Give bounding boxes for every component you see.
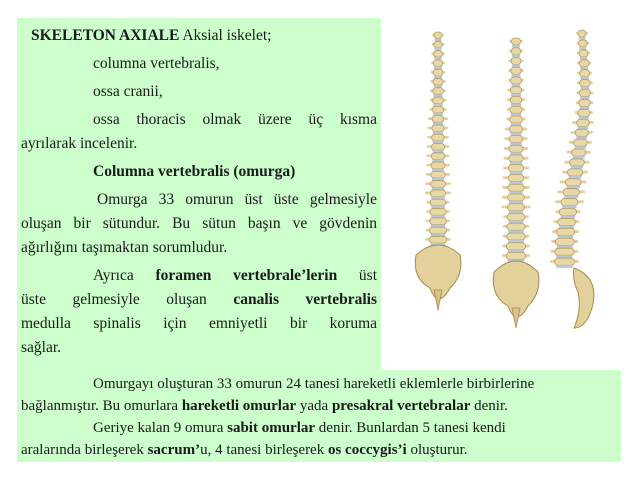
intervertebral-disc [511,94,521,97]
vertebra [509,155,524,162]
intervertebral-disc [434,67,442,69]
vertebra [510,106,522,113]
vertebra [558,218,576,225]
paragraph-text: üste gelmesiyle oluşan [21,291,234,308]
term-bold: canalis vertebralis [233,291,377,308]
intervertebral-disc [432,159,443,161]
vertebra [431,144,444,151]
paragraph-line: sağlar. [21,339,62,356]
vertebra [565,179,581,186]
vertebra [567,169,582,176]
intervertebral-disc [431,225,445,227]
vertebra [431,162,445,169]
vertebra [434,51,443,58]
paragraph-text: bağlanmıştır. Bu omurlara [21,398,182,414]
spine-illustration [386,10,638,365]
intervertebral-disc [432,187,445,189]
paragraph-text: oluşturur. [406,442,468,458]
vertebra [510,87,521,94]
intervertebral-disc [512,74,521,77]
vertebra [579,60,589,67]
vertebra [508,165,523,172]
vertebra [573,139,587,146]
intervertebral-disc [432,150,443,152]
paragraph-line: medulla spinalis için emniyetli bir koruma [21,315,377,332]
intervertebral-disc [508,250,524,253]
vertebra [431,181,446,188]
vertebra [509,126,522,133]
vertebra [580,80,591,87]
intervertebral-disc [433,113,443,115]
intervertebral-disc [510,143,522,146]
paragraph-line: ağırlığını taşımaktan sorumludur. [21,239,228,256]
paragraph-line [21,417,617,439]
title-line [21,24,377,48]
vertebra [429,227,446,234]
list-item: ossa cranii, [93,83,163,100]
paragraph-text: aralarında birleşerek [21,442,148,458]
spine-anterior-view [493,38,539,328]
vertebra [511,58,521,65]
intervertebral-disc [564,196,578,199]
spine-posterior-view [415,32,461,310]
intervertebral-disc [510,172,523,175]
paragraph-text: Omurga 33 omurun üst üste gelmesiyle [97,191,377,208]
intervertebral-disc [509,221,524,224]
vertebra [507,204,524,211]
vertebra [511,77,522,84]
vertebra [570,159,585,166]
vertebra [572,149,586,156]
vertebra [578,30,586,37]
text-box-bottom [17,370,621,462]
vertebra [512,38,521,45]
vertebra [508,194,525,201]
intervertebral-disc [576,136,587,139]
intervertebral-disc [431,215,445,217]
intervertebral-disc [510,162,522,165]
text-box-top [17,18,381,374]
intervertebral-disc [556,255,572,258]
intervertebral-disc [510,152,522,155]
spine-svg [386,10,638,365]
vertebra [555,248,574,255]
intervertebral-disc [580,77,588,80]
intervertebral-disc [511,104,521,107]
vertebra [511,67,521,74]
intervertebral-disc [434,76,442,78]
term-bold: hareketli omurlar [181,398,297,414]
intervertebral-disc [578,126,589,129]
paragraph-text: u, 4 tanesi birleşerek [200,442,328,458]
paragraph-line [21,373,617,395]
vertebra [431,153,445,160]
vertebra [555,238,574,245]
intervertebral-disc [511,123,522,126]
intervertebral-disc [557,245,573,248]
intervertebral-disc [433,132,443,134]
vertebra [579,40,588,47]
vertebra [561,199,578,206]
vertebra [433,69,443,76]
intervertebral-disc [561,216,576,219]
vertebra [430,218,447,225]
paragraph-line [21,188,377,212]
vertebra [559,209,576,216]
intervertebral-disc [556,265,573,268]
intervertebral-disc [569,176,582,179]
vertebra [578,109,590,116]
paragraph-text: Omurgayı oluşturan 33 omurun 24 tanesi hareketli eklemlerle birbirlerine [93,376,535,392]
term-bold: presakral vertebralar [331,398,471,414]
paragraph-text: denir. Bunlardan 5 tanesi kendi [315,420,506,436]
title-bold: SKELETON AXIALE [31,27,180,44]
intervertebral-disc [509,182,522,185]
vertebra [429,236,447,243]
vertebra [579,99,591,106]
paragraph-text: denir. [470,398,508,414]
intervertebral-disc [575,146,587,149]
vertebra [430,199,446,206]
vertebra [507,223,525,230]
section-heading [21,160,377,184]
vertebra [508,175,524,182]
vertebra [506,253,526,260]
vertebra [433,88,444,95]
vertebra [509,136,523,143]
list-item: columna vertebralis, [93,55,220,72]
intervertebral-disc [580,107,590,110]
intervertebral-disc [579,116,589,119]
intervertebral-disc [580,87,589,90]
vertebra [434,41,442,48]
vertebra [575,129,588,136]
vertebra [556,228,574,235]
vertebra [430,190,445,197]
intervertebral-disc [432,178,444,180]
paragraph-text: yada [296,398,332,414]
vertebra [506,243,525,250]
intervertebral-disc [433,141,444,143]
vertebra [432,134,445,141]
term-bold: os coccygis’i [327,442,407,458]
intervertebral-disc [510,133,521,136]
intervertebral-disc [435,39,442,41]
paragraph-line [21,288,377,312]
vertebra [510,116,523,123]
vertebra [563,189,579,196]
intervertebral-disc [511,84,520,87]
vertebra [430,209,446,216]
term-bold: sacrum’ [147,442,201,458]
intervertebral-disc [579,47,586,50]
intervertebral-disc [432,197,445,199]
vertebra [580,70,590,77]
vertebra [511,48,520,55]
vertebra [510,97,522,104]
intervertebral-disc [571,166,583,169]
intervertebral-disc [512,55,520,58]
vertebra [508,184,524,191]
intervertebral-disc [433,122,443,124]
paragraph-line [21,395,617,417]
intervertebral-disc [580,67,588,70]
intervertebral-disc [434,48,441,50]
paragraph-line [21,264,377,288]
vertebra [432,116,444,123]
intervertebral-disc [509,191,523,194]
spine-lateral-view [550,30,594,328]
intervertebral-disc [434,85,443,87]
paragraph-text: üst [337,267,377,284]
intervertebral-disc [434,57,441,59]
intervertebral-disc [512,45,520,48]
intervertebral-disc [512,65,520,68]
intervertebral-disc [573,156,585,159]
intervertebral-disc [508,230,523,233]
vertebra [579,50,588,57]
vertebra [431,171,446,178]
intervertebral-disc [509,211,523,214]
vertebra [434,32,442,39]
intervertebral-disc [579,37,586,40]
intervertebral-disc [431,206,444,208]
vertebra [579,90,590,97]
vertebra [432,125,444,132]
intervertebral-disc [509,201,523,204]
intervertebral-disc [508,240,524,243]
intervertebral-disc [562,206,576,209]
intervertebral-disc [511,113,521,116]
intervertebral-disc [434,94,443,96]
list-item: ossa thoracis olmak üzere üç kısma [93,111,377,128]
list-item-continued: ayrılarak incelenir. [21,135,138,152]
vertebra [432,106,443,113]
section-heading-text: Columna vertebralis (omurga) [93,163,296,180]
title-rest: Aksial iskelet; [179,27,272,44]
intervertebral-disc [431,234,445,236]
term-bold: foramen vertebrale’lerin [155,267,338,284]
intervertebral-disc [433,104,442,106]
intervertebral-disc [580,97,589,100]
vertebra [433,78,443,85]
paragraph-line [21,439,617,461]
intervertebral-disc [566,186,579,189]
paragraph-text: Ayrıca [93,267,156,284]
paragraph-text: Geriye kalan 9 omura [93,420,228,436]
paragraph-line: oluşan bir sütundur. Bu sütun başın ve gövdenin [21,215,377,232]
vertebra [554,258,574,265]
vertebra [577,119,590,126]
vertebra [509,145,523,152]
intervertebral-disc [558,235,573,238]
vertebra [507,233,526,240]
vertebra [507,214,525,221]
intervertebral-disc [432,169,444,171]
term-bold: sabit omurlar [227,420,316,436]
intervertebral-disc [559,226,574,229]
intervertebral-disc [580,57,588,60]
vertebra [432,97,443,104]
vertebra [433,60,442,67]
